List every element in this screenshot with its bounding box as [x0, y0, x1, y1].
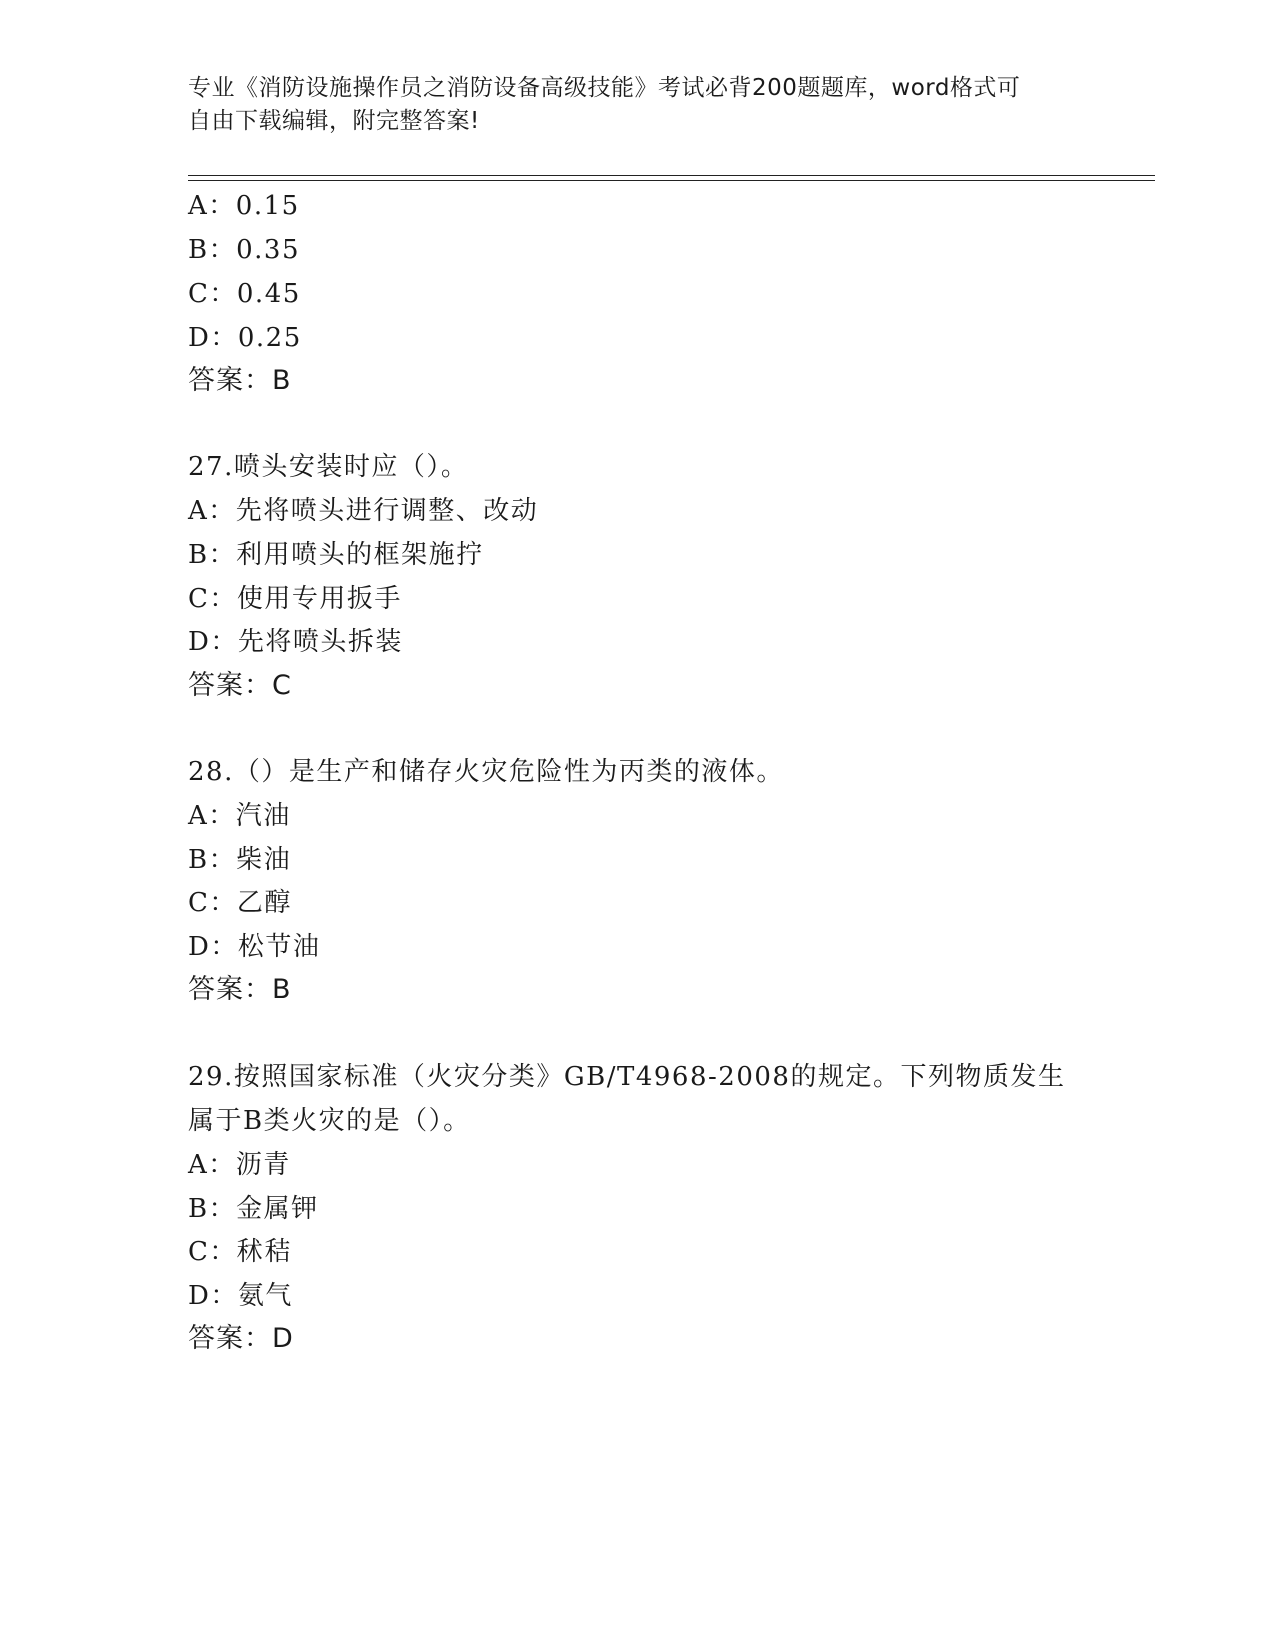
q29-option-b: B：金属钾 — [188, 1194, 319, 1224]
q27-answer: 答案：C — [188, 670, 292, 701]
header-divider-top — [188, 175, 1155, 176]
q28-answer: 答案：B — [188, 974, 292, 1005]
q29-stem-line-1: 29.按照国家标准（火灾分类》GB/T4968-2008的规定。下列物质发生 — [188, 1062, 1066, 1092]
q28-option-a: A：汽油 — [188, 801, 291, 831]
q29-option-d: D：氨气 — [188, 1281, 293, 1311]
q26-option-b: B：0.35 — [188, 235, 300, 265]
header-divider-bottom — [188, 180, 1155, 181]
q26-option-a: A：0.15 — [188, 191, 300, 221]
q27-option-b: B：利用喷头的框架施拧 — [188, 540, 484, 570]
q28-stem: 28.（）是生产和储存火灾危险性为丙类的液体。 — [188, 757, 784, 787]
q29-option-c: C：秫秸 — [188, 1237, 292, 1267]
q29-stem-line-2: 属于B类火灾的是（）。 — [188, 1106, 471, 1136]
q28-option-b: B：柴油 — [188, 845, 292, 875]
q26-answer: 答案：B — [188, 365, 292, 396]
q27-option-c: C：使用专用扳手 — [188, 584, 402, 614]
q29-option-a: A：沥青 — [188, 1150, 291, 1180]
q27-option-a: A：先将喷头进行调整、改动 — [188, 496, 539, 526]
q26-option-c: C：0.45 — [188, 279, 301, 309]
document-header — [188, 72, 1088, 138]
q29-answer: 答案：D — [188, 1323, 294, 1354]
q28-option-c: C：乙醇 — [188, 888, 292, 918]
header-title-line-1: 专业《消防设施操作员之消防设备高级技能》考试必背200题题库，word格式可 — [188, 75, 1021, 101]
header-title-line-2: 自由下载编辑，附完整答案! — [188, 108, 480, 134]
q27-stem: 27.喷头安装时应（）。 — [188, 452, 469, 482]
q27-option-d: D：先将喷头拆装 — [188, 627, 403, 657]
q28-option-d: D：松节油 — [188, 932, 321, 962]
q26-option-d: D：0.25 — [188, 323, 302, 353]
